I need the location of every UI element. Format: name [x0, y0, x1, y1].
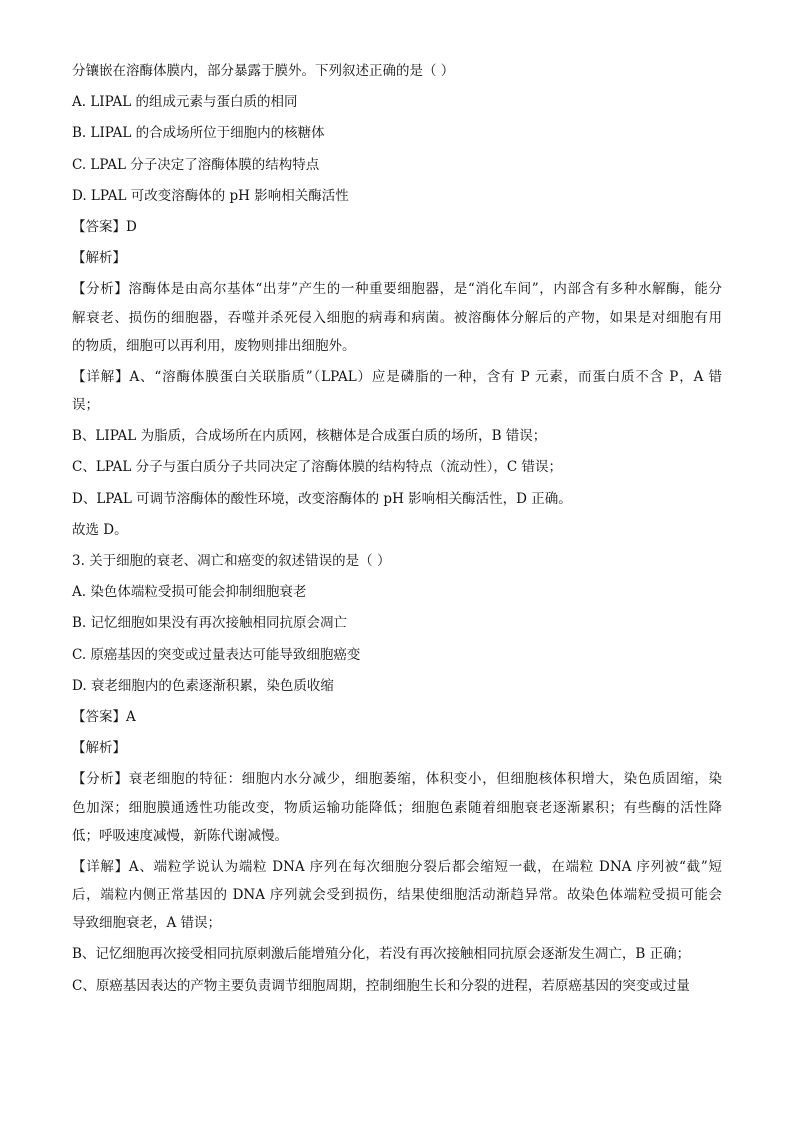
q3-analysis-heading: 【解析】 — [72, 740, 126, 757]
q3-detail-paragraph — [72, 858, 722, 932]
q3-option-a: A. 染色体端粒受损可能会抑制细胞衰老 — [72, 584, 307, 601]
text-line: 【分析】溶酶体是由高尔基体“出芽”产生的一种重要细胞器，是“消化车间”，内部含有多种水解酶，能分 — [72, 281, 722, 298]
text-line: 色加深；细胞膜通透性功能改变，物质运输功能降低；细胞色素随着细胞衰老逐渐累积；有些酶的活性降 — [72, 799, 722, 816]
text-line: 【详解】A、端粒学说认为端粒 DNA 序列在每次细胞分裂后都会缩短一截，在端粒 DNA 序列被“截”短 — [72, 858, 722, 875]
analysis-heading: 【解析】 — [72, 250, 126, 267]
detail-b: B、LIPAL 为脂质，合成场所在内质网，核糖体是合成蛋白质的场所，B 错误； — [72, 428, 547, 445]
text-line: 【详解】A、“溶酶体膜蛋白关联脂质”（LPAL）应是磷脂的一种，含有 P 元素，而蛋白质不含 P，A 错 — [72, 368, 722, 385]
detail-paragraph — [72, 368, 722, 414]
q3-option-c: C. 原癌基因的突变或过量表达可能导致细胞癌变 — [72, 646, 361, 663]
document-page — [72, 62, 722, 1008]
option-a: A. LIPAL 的组成元素与蛋白质的相同 — [72, 94, 298, 111]
detail-d: D、LPAL 可调节溶酶体的酸性环境，改变溶酶体的 pH 影响相关酶活性，D 正确。 — [72, 490, 572, 507]
answer-label: 【答案】D — [72, 218, 137, 235]
question-3-stem: 3. 关于细胞的衰老、凋亡和癌变的叙述错误的是（ ） — [72, 553, 391, 569]
option-d: D. LPAL 可改变溶酶体的 pH 影响相关酶活性 — [72, 187, 349, 204]
text-line: 后，端粒内侧正常基因的 DNA 序列就会受到损伤，结果使细胞活动渐趋异常。故染色体端粒受损可能会 — [72, 887, 722, 904]
q3-analysis-paragraph — [72, 770, 722, 844]
text-line: 【分析】衰老细胞的特征：细胞内水分减少，细胞萎缩，体积变小，但细胞核体积增大，染色质固缩，染 — [72, 771, 722, 788]
text-line: 误； — [72, 397, 99, 414]
q3-option-d: D. 衰老细胞内的色素逐渐积累，染色质收缩 — [72, 677, 334, 694]
analysis-paragraph — [72, 280, 722, 354]
text-line: 导致细胞衰老，A 错误； — [72, 915, 222, 932]
text-line: 低；呼吸速度减慢，新陈代谢减慢。 — [72, 827, 288, 844]
option-b: B. LIPAL 的合成场所位于细胞内的核糖体 — [72, 125, 325, 142]
detail-c: C、LPAL 分子与蛋白质分子共同决定了溶酶体膜的结构特点（流动性），C 错误； — [72, 459, 563, 476]
q3-detail-b: B、记忆细胞再次接受相同抗原刺激后能增殖分化，若没有再次接触相同抗原会逐渐发生凋亡，B 正确； — [72, 946, 691, 963]
q3-detail-c: C、原癌基因表达的产物主要负责调节细胞周期，控制细胞生长和分裂的进程，若原癌基因的突变或过量 — [72, 977, 690, 994]
question-stem-continuation: 分镶嵌在溶酶体膜内，部分暴露于膜外。下列叙述正确的是（ ） — [72, 63, 455, 79]
q3-answer-label: 【答案】A — [72, 708, 136, 725]
text-line: 的物质，细胞可以再利用，废物则排出细胞外。 — [72, 337, 356, 354]
q3-option-b: B. 记忆细胞如果没有再次接触相同抗原会凋亡 — [72, 615, 348, 632]
choose-line: 故选 D。 — [72, 521, 128, 538]
option-c: C. LPAL 分子决定了溶酶体膜的结构特点 — [72, 156, 320, 173]
text-line: 解衰老、损伤的细胞器，吞噬并杀死侵入细胞的病毒和病菌。被溶酶体分解后的产物，如果是对细胞有用 — [72, 309, 722, 326]
